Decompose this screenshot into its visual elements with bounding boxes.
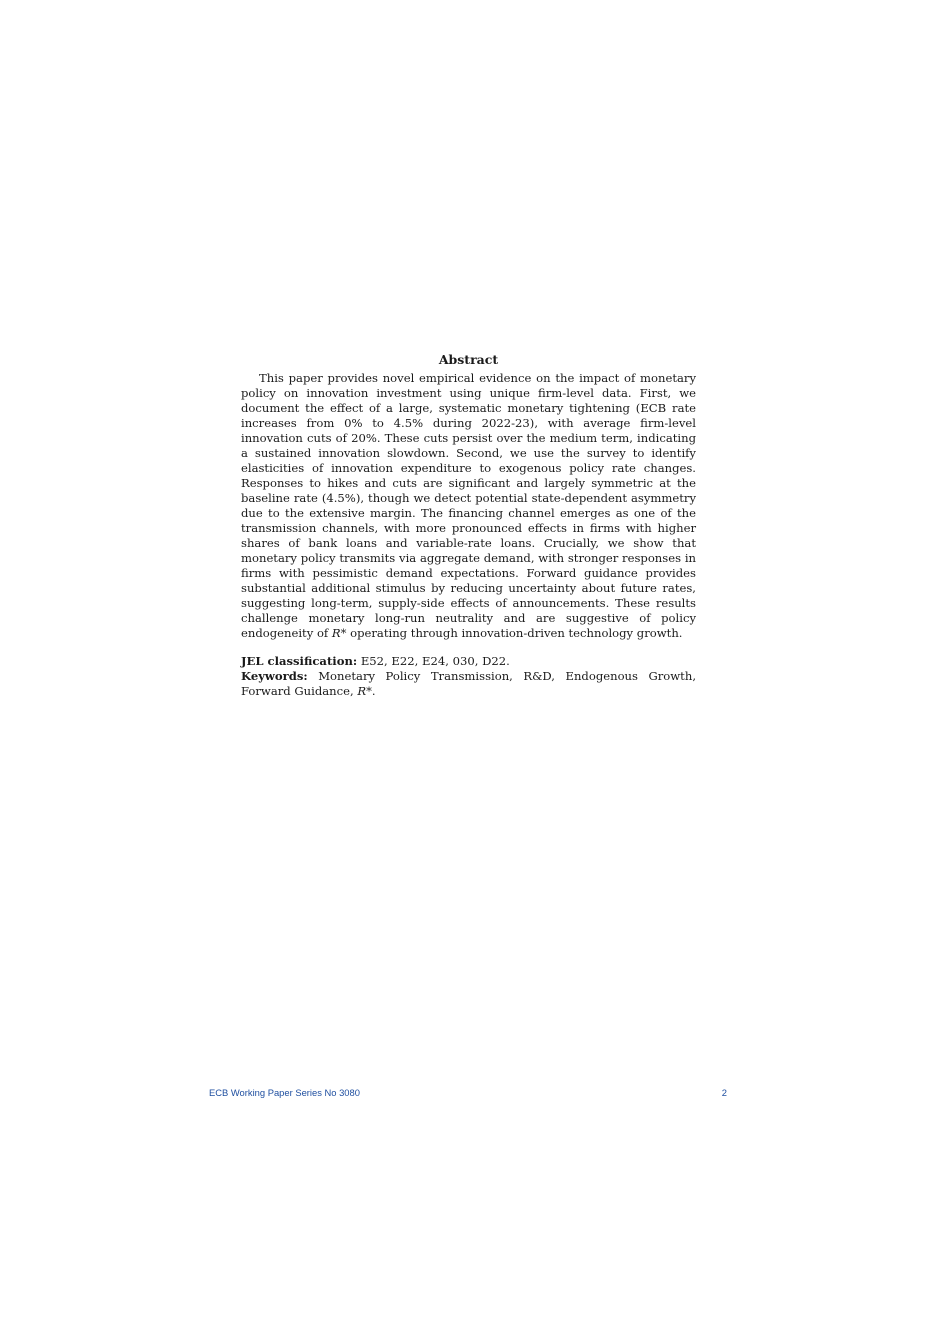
jel-line [241,654,696,669]
abstract-text: This paper provides novel empirical evidence on the impact of monetary policy on innovation investment using unique firm-level data. First, we document the effect of a large, systematic monetary tightening (ECB rate increases from 0% to 4.5% during 2022-23), with average firm-level innovation cuts of 20%. These cuts persist over the medium term, indicating a sustained innovation slowdown. Second, we use the survey to identify elasticities of innovation expenditure to exogenous policy rate changes. Responses to hikes and cuts are significant and largely symmetric at the baseline rate (4.5%), though we detect potential state-dependent asymmetry due to the extensive margin. The financing channel emerges as one of the transmission channels, with more pronounced effects in firms with higher shares of bank loans and variable-rate loans. Crucially, we show that monetary policy transmits via aggregate demand, with stronger responses in firms with pessimistic demand expectations. Forward guidance provides substantial additional stimulus by reducing uncertainty about future rates, suggesting long-term, supply-side effects of announcements. These results challenge monetary long-run neutrality and are suggestive of policy endogeneity of [241,371,696,640]
keywords-list: Monetary Policy Transmission, R&D, Endogenous Growth, Forward Guidance, [241,669,696,698]
abstract-section [241,352,696,699]
page-number: 2 [721,1087,727,1098]
series-label: ECB Working Paper Series No 3080 [209,1087,360,1098]
keywords-label: Keywords: [241,669,308,683]
abstract-body [241,371,696,641]
abstract-heading: Abstract [438,352,499,367]
r-star-symbol: R* [331,626,347,640]
keywords-line [241,669,696,699]
jel-codes: E52, E22, E24, 030, D22. [360,654,510,668]
abstract-text-tail: operating through innovation-driven technology growth. [346,626,683,640]
keywords-tail: . [371,684,376,698]
keywords-r-star: R* [357,684,372,698]
paper-metadata [241,654,696,699]
jel-label: JEL classification: [241,654,358,668]
